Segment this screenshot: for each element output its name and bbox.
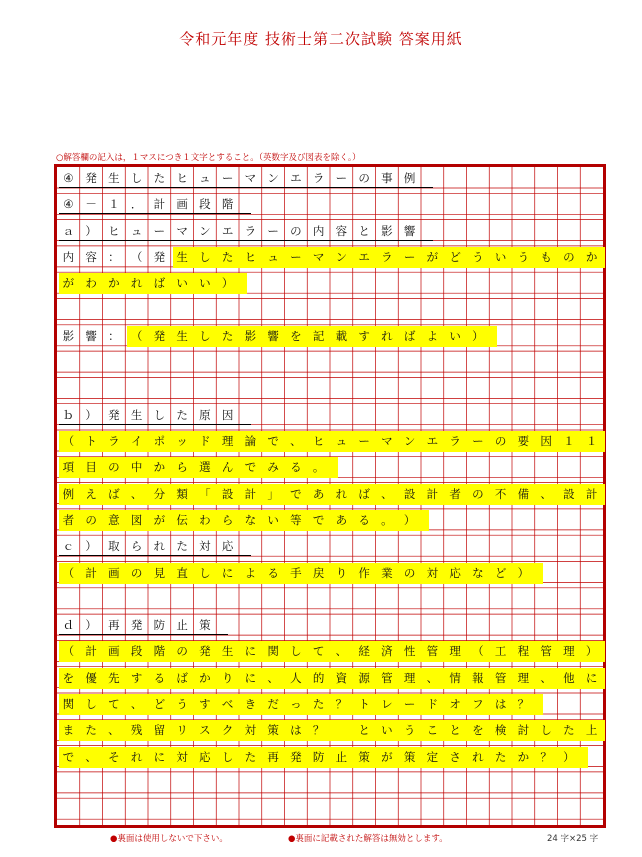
answer-line-text: 関 し て 、 ど う す べ き だ っ た ？ ト レ ー ド オ フ は ？: [62, 697, 530, 711]
answer-line-text: ④ － １ ． 計 画 段 階: [63, 197, 234, 212]
answer-line-text: （ ト ラ イ ポ ッ ド 理 論 で 、 ヒ ュ ー マ ン エ ラ ー の 要 因 １ １: [62, 434, 598, 448]
answer-line-text: （ 計 画 段 階 の 発 生 に 関 し て 、 経 済 性 管 理 （ 工 程 管 理 ）: [62, 644, 598, 659]
heading-underline: [59, 187, 433, 188]
footer-char-count: 24 字×25 字: [547, 834, 599, 844]
answer-line-text: ａ ） ヒ ュ ー マ ン エ ラ ー の 内 容 と 影 響: [62, 223, 416, 238]
answer-line-text: ｃ ） 取 ら れ た 対 応: [62, 539, 234, 554]
answer-line-text: 項 目 の 中 か ら 選 ん で み る 。: [62, 460, 325, 475]
answer-line-text: ｄ ） 再 発 防 止 策: [62, 618, 211, 633]
footer-note-left: ●裏面は使用しないで下さい。: [110, 834, 228, 844]
instruction-note: ○解答欄の記入は，１マスにつき１文字とすること。（英数字及び図表を除く。）: [56, 153, 361, 163]
answer-line-text: 例 え ば 、 分 類 「 設 計 」 で あ れ ば 、 設 計 者 の 不 備 、 設 計: [62, 486, 598, 501]
heading-underline: [59, 634, 228, 635]
heading-underline: [59, 240, 433, 241]
answer-line-text: 内 容 ： （ 発 生 し た ヒ ュ ー マ ン エ ラ ー が ど う い う も の か: [62, 249, 598, 264]
answer-line-text: が わ か れ ば い い ）: [62, 276, 234, 291]
heading-underline: [59, 213, 251, 214]
answer-line-text: 影 響 ： （ 発 生 し た 影 響 を 記 載 す れ ば よ い ）: [62, 328, 484, 343]
answer-line-text: （ 計 画 の 見 直 し に よ る 手 戻 り 作 業 の 対 応 な ど ）: [62, 565, 530, 580]
answer-line-text: 者 の 意 図 が 伝 わ ら な い 等 で あ る 。 ）: [62, 512, 416, 527]
answer-sheet: [54, 164, 606, 828]
answer-line-text: ま た 、 残 留 リ ス ク 対 策 は ？ と い う こ と を 検 討 し た 上: [62, 723, 598, 738]
footer-note-middle: ●裏面に記載された解答は無効とします。: [288, 834, 448, 844]
heading-underline: [59, 424, 251, 425]
heading-underline: [59, 555, 251, 556]
answer-line-text: で 、 そ れ に 対 応 し た 再 発 防 止 策 が 策 定 さ れ た か ？ ）: [62, 749, 575, 764]
answer-line-text: ④ 発 生 し た ヒ ュ ー マ ン エ ラ ー の 事 例: [63, 171, 416, 185]
answer-line-text: ｂ ） 発 生 し た 原 因: [62, 407, 234, 422]
page-title: 令和元年度 技術士第二次試験 答案用紙: [179, 30, 463, 48]
answer-line-text: を 優 先 す る ば か り に 、 人 的 資 源 管 理 、 情 報 管 理 、 他 に: [62, 670, 598, 685]
